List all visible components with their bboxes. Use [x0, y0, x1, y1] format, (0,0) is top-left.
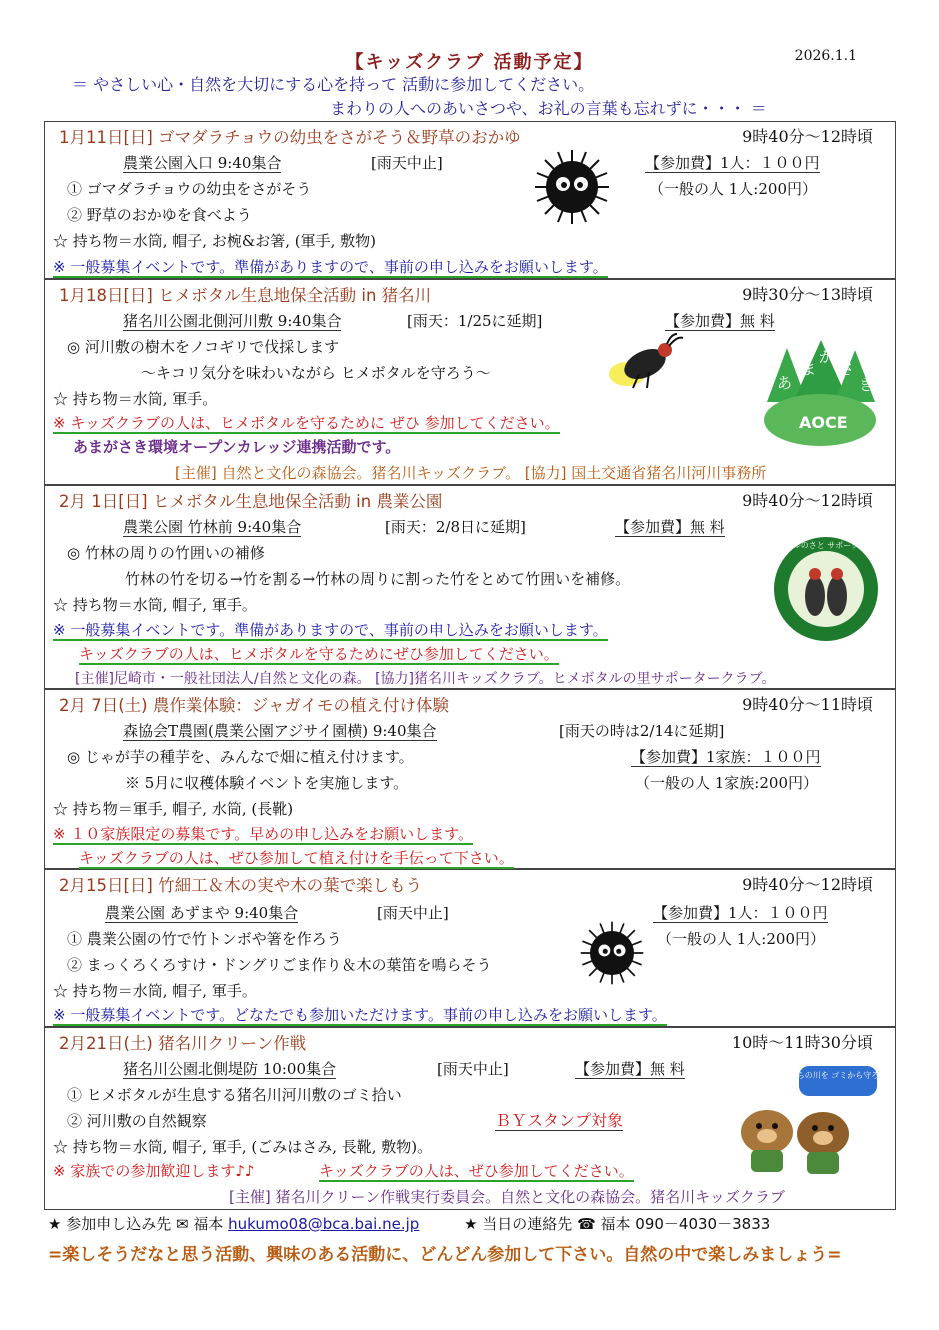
event-fee: 【参加費】無 料 — [665, 312, 775, 330]
event-item: ※ 5月に収穫体験イベントを実施します。 — [125, 774, 409, 792]
event-box-3 — [44, 485, 896, 689]
event-notice: ※ 家族での参加歓迎します♪♪ — [53, 1162, 255, 1180]
logo-text: AOCE — [799, 413, 848, 432]
event-item: ② 河川敷の自然観察 — [67, 1112, 207, 1130]
event-fee: 【参加費】無 料 — [615, 518, 725, 536]
event-title: 1月11日[日] ゴマダラチョウの幼虫をさがそう＆野草のおかゆ — [59, 128, 521, 147]
event-notice: ※ 一般募集イベントです。準備がありますので、事前の申し込みをお願いします。 — [53, 621, 608, 639]
event-item: ① ヒメボタルが生息する猪名川河川敷のゴミ拾い — [67, 1086, 402, 1104]
contact-line — [48, 1213, 770, 1234]
event-time: 9時30分～13時頃 — [742, 285, 873, 304]
event-bring: ☆ 持ち物＝水筒, 帽子, 軍手。 — [53, 596, 257, 614]
event-item: ～キコリ気分を味わいながら ヒメボタルを守ろう～ — [141, 364, 491, 382]
event-notice-2: キッズクラブの人は、ヒメボタルを守るためにぜひ参加してください。 — [79, 645, 559, 663]
event-box-4 — [44, 689, 896, 869]
firefly-image — [605, 332, 685, 398]
event-place: 農業公園入口 9:40集合 — [123, 154, 282, 172]
event-notice-2: キッズクラブの人は、ぜひ参加してください。 — [319, 1162, 634, 1180]
stamp-note: ＢＹスタンプ対象 — [495, 1111, 624, 1130]
event-title: 1月18日[日] ヒメボタル生息地保全活動 in 猪名川 — [59, 286, 432, 305]
event-bring: ☆ 持ち物＝水筒, 帽子, 軍手。 — [53, 982, 257, 1000]
soot-sprite-image — [533, 148, 611, 226]
closing-message: =楽しそうだなと思う活動、興味のある活動に、どんどん参加して下さい。自然の中で楽しみましょう= — [48, 1245, 842, 1265]
event-item: ① ゴマダラチョウの幼虫をさがそう — [67, 180, 312, 198]
event-organizer: [主催]尼崎市・一般社団法人/自然と文化の森。 [協力]猪名川キッズクラブ。ヒメボタルの里サポータークラブ。 — [75, 671, 776, 687]
event-title: 2月15日[日] 竹細工＆木の実や木の葉で楽しもう — [59, 876, 423, 895]
event-place: 猪名川公園北側堤防 10:00集合 — [123, 1060, 336, 1078]
event-item: ① 農業公園の竹で竹トンボや箸を作ろう — [67, 930, 342, 948]
event-time: 9時40分～11時頃 — [742, 695, 873, 714]
amagasaki-logo — [763, 338, 877, 448]
intro-line-2: まわりの人へのあいさつや、お礼の言葉も忘れずに・・・ ＝ — [330, 99, 767, 118]
event-fee-note: （一般の人 1家族:200円） — [635, 774, 818, 792]
event-fee: 【参加費】1人：１００円 — [645, 154, 820, 172]
event-rain: [雨天：1/25に延期] — [407, 312, 543, 330]
event-rain: [雨天中止] — [377, 904, 449, 922]
event-rain: [雨天の時は2/14に延期] — [559, 722, 725, 740]
event-fee: 【参加費】無 料 — [575, 1060, 685, 1078]
event-item: ② まっくろくろすけ・ドングリごま作り＆木の葉笛を鳴らそう — [67, 956, 492, 974]
event-rain: [雨天：2/8日に延期] — [385, 518, 526, 536]
bubble-text: ボクらの川を ゴミから守ろう！ — [780, 1071, 896, 1080]
event-time: 9時40分～12時頃 — [742, 875, 873, 894]
contact-label: ★ 参加申し込み先 ✉ 福本 — [48, 1215, 224, 1233]
event-notice-2: あまがさき環境オープンカレッジ連携活動です。 — [73, 438, 401, 456]
event-item: ◎ じゃが芋の種芋を、みんなで畑に植え付けます。 — [67, 748, 414, 766]
event-notice: ※ 一般募集イベントです。どなたでも参加いただけます。事前の申し込みをお願いします。 — [53, 1006, 667, 1024]
boar-mascots-image — [729, 1062, 896, 1178]
event-item: ◎ 河川敷の樹木をノコギリで伐採します — [67, 338, 340, 356]
event-bring: ☆ 持ち物＝水筒, 軍手。 — [53, 390, 218, 408]
event-fee-note: （一般の人 1人:200円） — [657, 930, 825, 948]
event-organizer: [主催] 猪名川クリーン作戦実行委員会。自然と文化の森協会。猪名川キッズクラブ — [229, 1188, 785, 1206]
logo-letter: が — [819, 348, 835, 366]
event-item: 竹林の竹を切る→竹を割る→竹林の周りに割った竹をとめて竹囲いを補修。 — [125, 570, 631, 588]
event-notice: ※ キッズクラブの人は、ヒメボタルを守るために ぜひ 参加してください。 — [53, 414, 560, 432]
event-title: 2月 1日[日] ヒメボタル生息地保全活動 in 農業公園 — [59, 492, 443, 511]
event-place: 森協会T農園(農業公園アジサイ園横) 9:40集合 — [123, 722, 437, 740]
event-box-5 — [44, 869, 896, 1027]
event-place: 農業公園 あずまや 9:40集合 — [105, 904, 299, 922]
event-place: 猪名川公園北側河川敷 9:40集合 — [123, 312, 342, 330]
intro-line-1: ＝ やさしい心・自然を大切にする心を持って 活動に参加してください。 — [72, 75, 595, 94]
event-place: 農業公園 竹林前 9:40集合 — [123, 518, 302, 536]
event-bring: ☆ 持ち物＝水筒, 帽子, お椀&お箸, (軍手, 敷物) — [53, 232, 376, 250]
event-fee: 【参加費】1家族：１００円 — [631, 748, 821, 766]
event-bring: ☆ 持ち物＝軍手, 帽子, 水筒, (長靴) — [53, 800, 294, 818]
event-time: 9時40分～12時頃 — [742, 127, 873, 146]
logo-letter: さ — [839, 360, 855, 378]
hime-botaru-supporter-logo — [760, 534, 892, 644]
phone-label: ★ 当日の連絡先 ☎ 福本 090－4030－3833 — [464, 1215, 771, 1233]
logo-letter: き — [859, 376, 875, 394]
event-time: 10時～11時30分頃 — [731, 1033, 873, 1052]
event-notice: ※ １０家族限定の募集です。早めの申し込みをお願いします。 — [53, 825, 473, 843]
event-box-6 — [44, 1027, 896, 1210]
logo-letter: ま — [801, 360, 817, 378]
event-bring: ☆ 持ち物＝水筒, 帽子, 軍手, (ごみはさみ, 長靴, 敷物)。 — [53, 1138, 433, 1156]
soot-sprite-image — [579, 920, 645, 986]
event-title: 2月21日(土) 猪名川クリーン作戦 — [59, 1034, 307, 1053]
event-box-1 — [44, 121, 896, 279]
event-rain: [雨天中止] — [437, 1060, 509, 1078]
event-rain: [雨天中止] — [371, 154, 443, 172]
logo-text: ヒメボタルのさと サポータークラブ — [760, 541, 892, 550]
event-item: ② 野草のおかゆを食べよう — [67, 206, 252, 224]
event-notice-2: キッズクラブの人は、ぜひ参加して植え付けを手伝って下さい。 — [79, 849, 514, 867]
page-title: 【キッズクラブ 活動予定】 — [345, 52, 594, 73]
event-notice: ※ 一般募集イベントです。準備がありますので、事前の申し込みをお願いします。 — [53, 258, 608, 276]
event-time: 9時40分～12時頃 — [742, 491, 873, 510]
event-box-2 — [44, 279, 896, 485]
event-fee-note: （一般の人 1人:200円） — [649, 180, 817, 198]
event-item: ◎ 竹林の周りの竹囲いの補修 — [67, 544, 265, 562]
event-title: 2月 7日(土) 農作業体験：ジャガイモの植え付け体験 — [59, 696, 450, 715]
email-link[interactable]: hukumo08@bca.bai.ne.jp — [228, 1215, 420, 1233]
event-organizer: [主催] 自然と文化の森協会。猪名川キッズクラブ。 [協力] 国土交通省猪名川河川事務所 — [175, 464, 767, 482]
logo-letter: あ — [777, 374, 793, 392]
event-fee: 【参加費】1人：１００円 — [653, 904, 828, 922]
issue-date: 2026.1.1 — [794, 48, 857, 64]
